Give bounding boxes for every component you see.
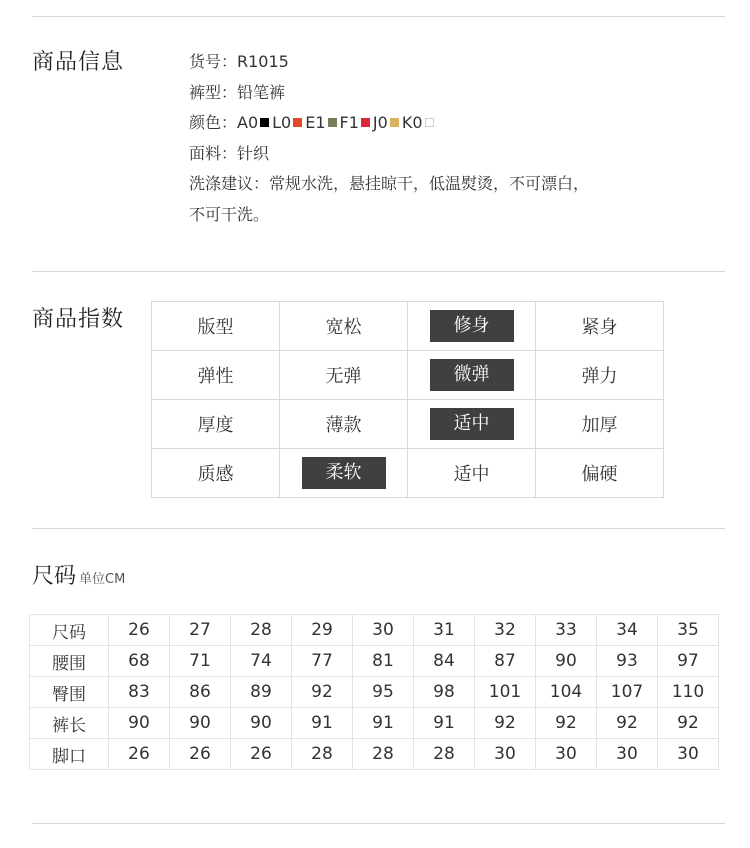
- index-option-cell: [408, 400, 536, 449]
- size-cell: 26: [109, 739, 170, 770]
- size-cell: 92: [536, 708, 597, 739]
- size-cell: 34: [597, 615, 658, 646]
- size-cell: 28: [353, 739, 414, 770]
- size-cell: 29: [292, 615, 353, 646]
- index-option-selected: 微弹: [430, 359, 514, 391]
- index-option-cell: [536, 351, 664, 400]
- size-cell: 87: [475, 646, 536, 677]
- size-cell: 104: [536, 677, 597, 708]
- index-row-label: 弹性: [152, 351, 280, 400]
- care-instructions-line2: 不可干洗。: [189, 204, 270, 224]
- index-option: 紧身: [581, 317, 618, 338]
- size-cell: 110: [658, 677, 719, 708]
- index-option-selected: 修身: [430, 310, 514, 342]
- index-option-cell: [280, 400, 408, 449]
- size-cell: 83: [109, 677, 170, 708]
- size-cell: 98: [414, 677, 475, 708]
- size-row-label: 裤长: [30, 708, 109, 739]
- size-cell: 26: [109, 615, 170, 646]
- size-cell: 26: [170, 739, 231, 770]
- size-cell: 86: [170, 677, 231, 708]
- size-cell: 101: [475, 677, 536, 708]
- size-cell: 35: [658, 615, 719, 646]
- size-row-label: 腰围: [30, 646, 109, 677]
- size-cell: 30: [475, 739, 536, 770]
- size-row-label: 尺码: [30, 615, 109, 646]
- size-cell: 97: [658, 646, 719, 677]
- size-cell: 77: [292, 646, 353, 677]
- color-swatch: [425, 118, 434, 127]
- size-table: [29, 614, 719, 770]
- color-row: [189, 108, 589, 139]
- index-option: 适中: [453, 464, 490, 485]
- size-row: [30, 739, 719, 770]
- index-option: 宽松: [325, 317, 362, 338]
- size-cell: 68: [109, 646, 170, 677]
- product-info: [189, 47, 589, 230]
- color-code: J0: [372, 113, 388, 132]
- item-number: 货号：R1015: [189, 52, 289, 71]
- size-cell: 91: [292, 708, 353, 739]
- index-row-label: 版型: [152, 302, 280, 351]
- size-unit: 单位CM: [79, 572, 126, 587]
- index-row: [152, 351, 664, 400]
- size-cell: 28: [292, 739, 353, 770]
- index-option-cell: [408, 302, 536, 351]
- bottom-divider: [32, 823, 725, 824]
- index-row: [152, 449, 664, 498]
- size-row-label: 臀围: [30, 677, 109, 708]
- size-cell: 26: [231, 739, 292, 770]
- size-row: [30, 708, 719, 739]
- index-option: 偏硬: [581, 464, 618, 485]
- index-option-cell: [408, 449, 536, 498]
- color-code: A0: [237, 113, 259, 132]
- size-row: [30, 615, 719, 646]
- size-cell: 71: [170, 646, 231, 677]
- size-cell: 33: [536, 615, 597, 646]
- index-option-cell: [536, 400, 664, 449]
- index-option: 加厚: [581, 415, 618, 436]
- color-code: L0: [272, 113, 292, 132]
- size-cell: 90: [231, 708, 292, 739]
- color-code: F1: [339, 113, 359, 132]
- size-cell: 92: [658, 708, 719, 739]
- size-cell: 91: [353, 708, 414, 739]
- size-cell: 74: [231, 646, 292, 677]
- size-cell: 92: [475, 708, 536, 739]
- size-cell: 84: [414, 646, 475, 677]
- size-cell: 30: [536, 739, 597, 770]
- color-swatch: [260, 118, 269, 127]
- size-row: [30, 646, 719, 677]
- size-cell: 89: [231, 677, 292, 708]
- color-list: [237, 113, 436, 132]
- size-cell: 95: [353, 677, 414, 708]
- index-option: 无弹: [325, 366, 362, 387]
- index-option: 弹力: [581, 366, 618, 387]
- index-option-cell: [536, 302, 664, 351]
- index-option-cell: [280, 449, 408, 498]
- index-option: 薄款: [325, 415, 362, 436]
- size-cell: 28: [414, 739, 475, 770]
- product-info-title: 商品信息: [32, 50, 125, 75]
- index-option-selected: 柔软: [302, 457, 386, 489]
- index-row: [152, 302, 664, 351]
- size-cell: 81: [353, 646, 414, 677]
- color-swatch: [328, 118, 337, 127]
- index-row: [152, 400, 664, 449]
- pant-type: 裤型：铅笔裤: [189, 82, 286, 102]
- index-option-selected: 适中: [430, 408, 514, 440]
- index-row-label: 质感: [152, 449, 280, 498]
- index-option-cell: [280, 351, 408, 400]
- index-option-cell: [408, 351, 536, 400]
- size-cell: 92: [597, 708, 658, 739]
- size-cell: 90: [170, 708, 231, 739]
- color-swatch: [361, 118, 370, 127]
- index-row-label: 厚度: [152, 400, 280, 449]
- index-option-cell: [280, 302, 408, 351]
- size-cell: 92: [292, 677, 353, 708]
- size-cell: 93: [597, 646, 658, 677]
- size-title: [32, 559, 125, 590]
- size-cell: 27: [170, 615, 231, 646]
- info-divider: [32, 271, 725, 272]
- size-cell: 107: [597, 677, 658, 708]
- size-row-label: 脚口: [30, 739, 109, 770]
- care-instructions-line1: 洗涤建议：常规水洗，悬挂晾干，低温熨烫，不可漂白，: [189, 174, 590, 193]
- product-index-table: [151, 301, 664, 498]
- size-cell: 30: [658, 739, 719, 770]
- index-divider: [32, 528, 725, 529]
- index-option-cell: [536, 449, 664, 498]
- size-cell: 28: [231, 615, 292, 646]
- fabric: 面料：针织: [189, 143, 270, 163]
- color-swatch: [390, 118, 399, 127]
- size-cell: 91: [414, 708, 475, 739]
- top-divider: [32, 16, 725, 17]
- color-swatch: [293, 118, 302, 127]
- size-cell: 90: [536, 646, 597, 677]
- size-cell: 31: [414, 615, 475, 646]
- product-index-title: 商品指数: [32, 307, 125, 332]
- size-cell: 32: [475, 615, 536, 646]
- color-code: K0: [401, 113, 423, 132]
- size-cell: 30: [353, 615, 414, 646]
- size-heading: 尺码: [32, 564, 77, 589]
- size-row: [30, 677, 719, 708]
- size-cell: 90: [109, 708, 170, 739]
- size-cell: 30: [597, 739, 658, 770]
- color-code: E1: [305, 113, 326, 132]
- color-label: 颜色：: [189, 113, 238, 132]
